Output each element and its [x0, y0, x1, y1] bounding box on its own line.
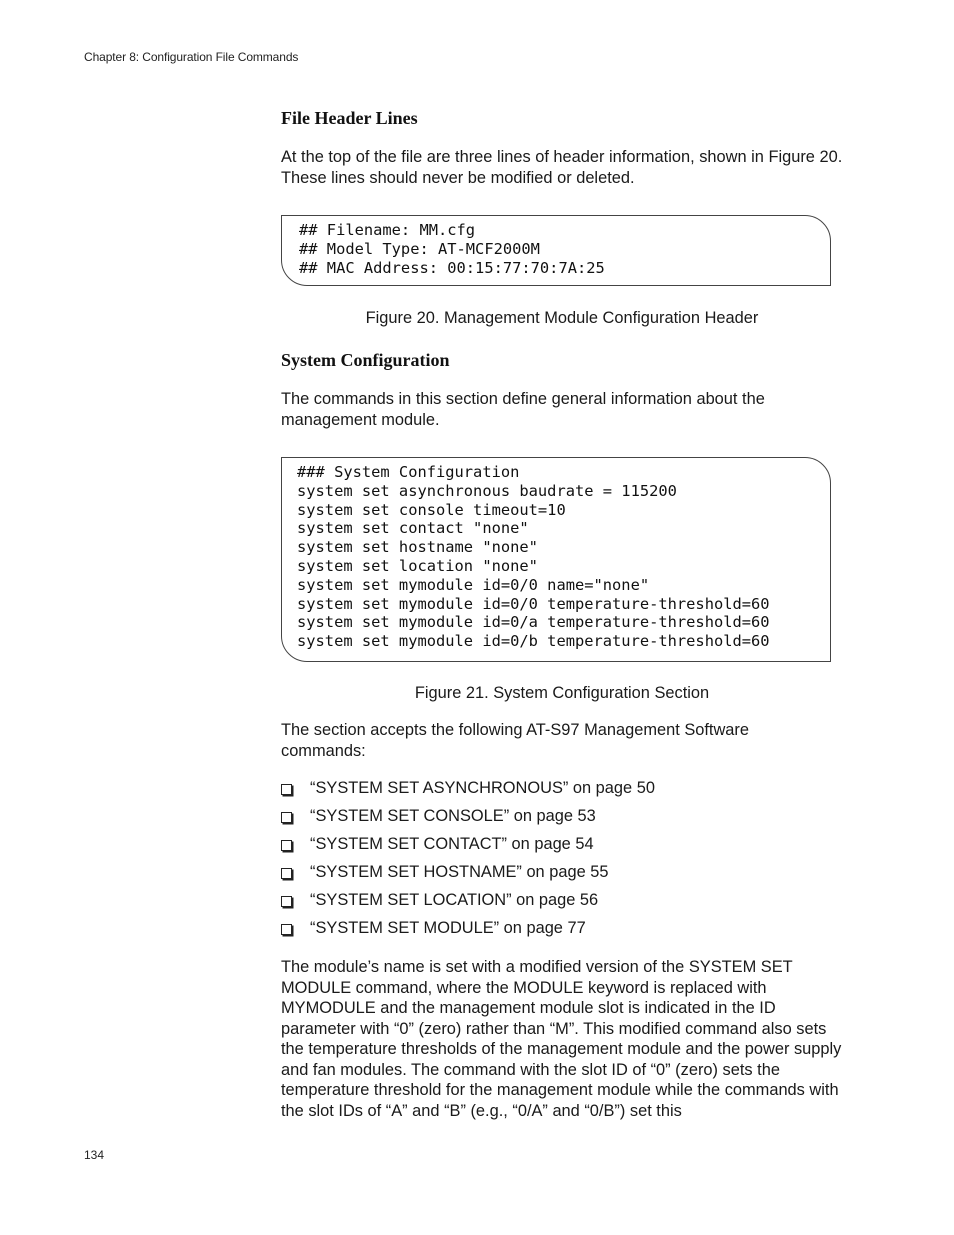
code-line: ## Model Type: AT-MCF2000M [299, 239, 540, 258]
running-header: Chapter 8: Configuration File Commands [84, 50, 299, 64]
command-list [281, 778, 655, 946]
figure-20-caption: Figure 20. Management Module Configuration Header [365, 309, 759, 327]
list-item[interactable] [281, 862, 655, 890]
page-number: 134 [84, 1148, 105, 1162]
checkbox-bullet-icon [281, 868, 292, 879]
list-item[interactable] [281, 834, 655, 862]
code-figure-20 [281, 215, 831, 286]
command-link[interactable]: “SYSTEM SET HOSTNAME” on page 55 [310, 863, 609, 881]
system-config-intro: The commands in this section define general information about the management module. [281, 390, 765, 429]
command-link[interactable]: “SYSTEM SET ASYNCHRONOUS” on page 50 [310, 779, 655, 797]
list-item[interactable] [281, 806, 655, 834]
code-line: system set location "none" [297, 556, 538, 575]
file-header-intro: At the top of the file are three lines of header information, shown in Figure 20. These lines should never be modified or deleted. [281, 148, 843, 187]
code-block [297, 463, 830, 651]
command-link[interactable]: “SYSTEM SET CONTACT” on page 54 [310, 835, 594, 853]
code-line: system set console timeout=10 [297, 500, 566, 519]
code-line: system set mymodule id=0/b temperature-threshold=60 [297, 632, 770, 651]
figure-21-caption: Figure 21. System Configuration Section [414, 684, 710, 702]
section-heading-system-configuration: System Configuration [281, 350, 450, 370]
code-line: system set mymodule id=0/0 temperature-threshold=60 [297, 594, 770, 613]
code-line: system set mymodule id=0/0 name="none" [297, 575, 650, 594]
code-block [299, 221, 830, 277]
checkbox-bullet-icon [281, 784, 292, 795]
code-line: system set hostname "none" [297, 538, 538, 557]
command-link[interactable]: “SYSTEM SET MODULE” on page 77 [310, 919, 586, 937]
checkbox-bullet-icon [281, 924, 292, 935]
checkbox-bullet-icon [281, 896, 292, 907]
list-item[interactable] [281, 918, 655, 946]
list-item[interactable] [281, 890, 655, 918]
code-line: system set contact "none" [297, 519, 529, 538]
accepted-commands-intro: The section accepts the following AT-S97 Management Software commands: [281, 721, 749, 760]
checkbox-bullet-icon [281, 812, 292, 823]
section-heading-file-header-lines: File Header Lines [281, 108, 418, 128]
command-link[interactable]: “SYSTEM SET CONSOLE” on page 53 [310, 807, 596, 825]
code-line: ## MAC Address: 00:15:77:70:7A:25 [299, 258, 605, 277]
code-figure-21 [281, 457, 831, 662]
code-line: system set mymodule id=0/a temperature-threshold=60 [297, 613, 770, 632]
module-name-explanation: The module’s name is set with a modified version of the SYSTEM SET MODULE command, where the MODULE keyword is replaced with MYMODULE and the management module slot is indicated in the ID parameter with “0” (zero) rather than “M”. This modified command also sets the temperature thresholds of the management module and the power supply and fan modules. The command with the slot ID of “0” (zero) sets the temperature threshold for the management module while the commands with the slot IDs of “A” and “B” (e.g., “0/A” and “0/B”) set this [281, 958, 842, 1120]
checkbox-bullet-icon [281, 840, 292, 851]
code-line: ### System Configuration [297, 463, 520, 481]
code-line: ## Filename: MM.cfg [299, 221, 476, 239]
code-line: system set asynchronous baudrate = 115200 [297, 481, 677, 500]
command-link[interactable]: “SYSTEM SET LOCATION” on page 56 [310, 891, 599, 909]
list-item[interactable] [281, 778, 655, 806]
